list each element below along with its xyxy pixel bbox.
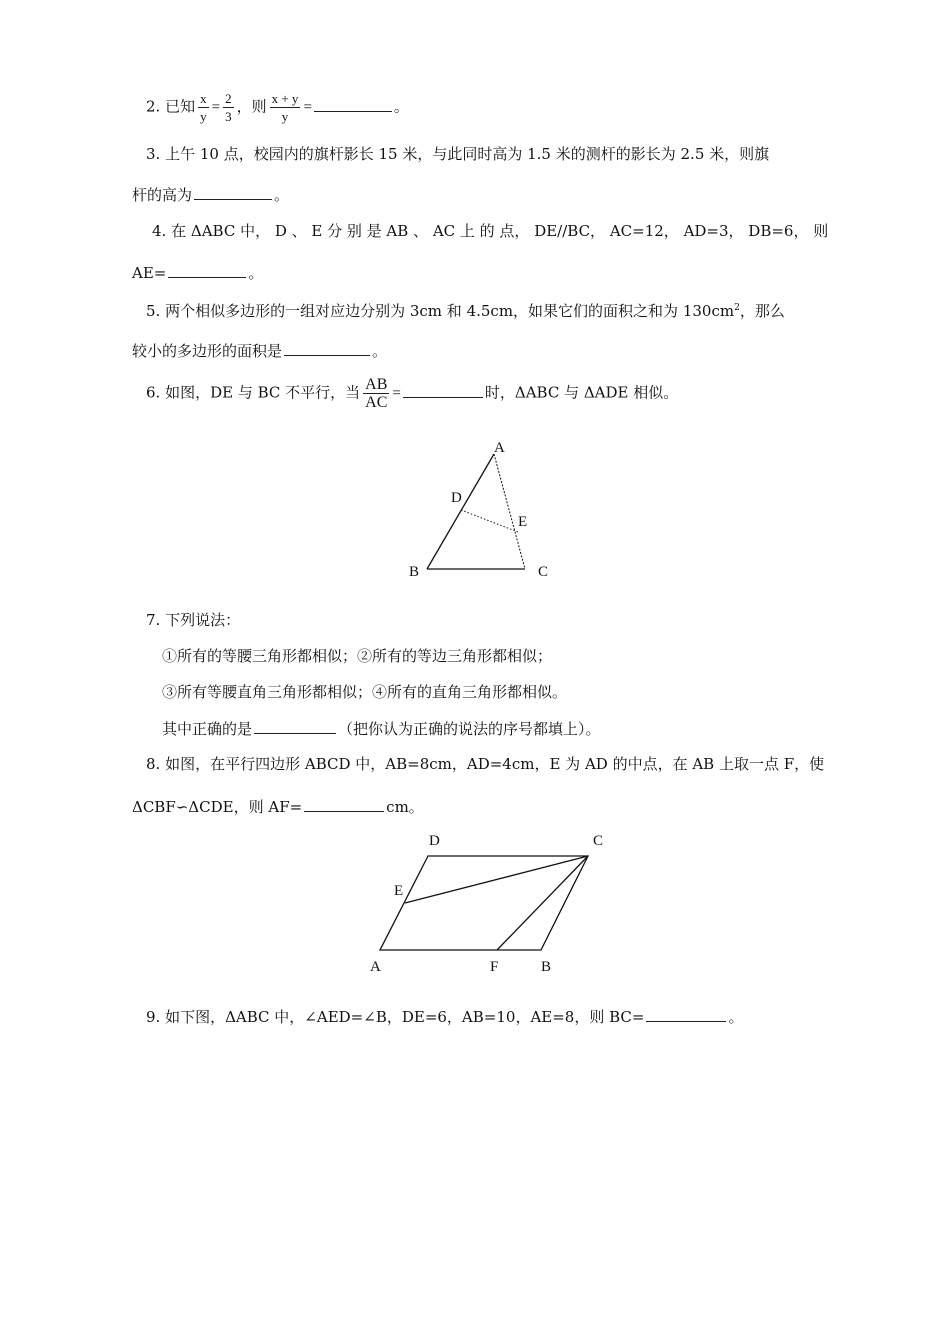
question-text: 已知 (165, 97, 196, 116)
question-text: 如图，在平行四边形 ABCD 中，AB=8cm，AD=4cm，E 为 AD 的中点，在 AB 上取一点 F，使 (165, 755, 825, 773)
question-text: ，则 (236, 97, 267, 116)
question-4-line-2: AE= 。 (132, 264, 264, 282)
question-text: 上午 10 点，校园内的旗杆影长 15 米，与此同时高为 1.5 米的测杆的影长为 2.5 米，则旗 (165, 145, 770, 163)
label-d: D (451, 490, 462, 506)
fraction-2-over-3: $\frac{2}{3}$ (225, 91, 232, 124)
question-5-line-2: 较小的多边形的面积是 。 (132, 342, 388, 360)
side-ac (494, 454, 528, 569)
answer-blank[interactable] (254, 718, 336, 734)
label-a: A (370, 959, 381, 975)
question-3-line-1 (146, 144, 769, 164)
answer-blank[interactable] (168, 262, 246, 278)
question-number: 8. (146, 755, 161, 773)
side-ab (427, 454, 494, 569)
question-number: 9. (146, 1008, 161, 1026)
question-3-line-2: 杆的高为 。 (132, 186, 290, 204)
question-number: 7. (146, 611, 161, 629)
question-text: 如下图，ΔABC 中，∠AED=∠B，DE=6，AB=10，AE=8，则 BC= (165, 1008, 645, 1026)
question-4-line-1 (152, 221, 828, 241)
question-7-line-3: ③所有等腰直角三角形都相似；④所有的直角三角形都相似。 (162, 683, 568, 701)
question-number: 3. (146, 145, 161, 163)
label-f: F (490, 959, 499, 975)
segment-fc (497, 856, 588, 950)
answer-blank[interactable] (403, 382, 483, 398)
parallelogram-figure (360, 828, 630, 978)
question-7-line-1 (146, 610, 240, 630)
label-a: A (494, 440, 505, 456)
label-d: D (429, 833, 440, 849)
question-text: 如图，DE 与 BC 不平行，当 (165, 383, 361, 402)
fraction-x-over-y: $\frac{x}{y}$ (200, 91, 207, 124)
fraction-x-plus-y-over-y: $\frac{x + y}{y}$ (271, 91, 299, 124)
fraction-ab-over-ac: $\frac{AB}{AC}$ (365, 376, 388, 411)
question-6: 6. 如图，DE 与 BC 不平行，当 $\frac{AB}{AC}$ = 时，ΔABC 与 ΔADE 相似。 (146, 376, 679, 411)
answer-blank[interactable] (194, 184, 272, 200)
answer-blank[interactable] (314, 96, 392, 112)
question-8-line-1 (146, 754, 824, 774)
question-number: 4. (152, 222, 167, 240)
answer-blank[interactable] (284, 340, 370, 356)
label-c: C (538, 564, 549, 580)
label-b: B (409, 564, 420, 580)
question-text: 两个相似多边形的一组对应边分别为 3cm 和 4.5cm，如果它们的面积之和为 130cm (165, 302, 735, 320)
label-c: C (593, 833, 604, 849)
label-b: B (541, 959, 552, 975)
question-2: 2. 已知 $\frac{x}{y}$ = $\frac{2}{3}$ ，则 $\frac{x + y}{y}$ = 。 (146, 91, 409, 124)
question-7-line-4: 其中正确的是 （把你认为正确的说法的序号都填上）。 (162, 720, 601, 738)
segment-de (461, 510, 518, 532)
question-9: 9. 如下图，ΔABC 中，∠AED=∠B，DE=6，AB=10，AE=8，则 BC= 。 (146, 1008, 744, 1026)
question-5-line-1: 5. 两个相似多边形的一组对应边分别为 3cm 和 4.5cm，如果它们的面积之和为 $130cm^2$，那么 (146, 302, 785, 320)
answer-blank[interactable] (646, 1006, 726, 1022)
question-text: 在 ΔABC 中， D 、 E 分 别 是 AB 、 AC 上 的 点， DE//BC， AC=12， AD=3， DB=6， 则 (171, 222, 829, 240)
segment-ec (405, 856, 588, 903)
parallelogram-abcd (380, 856, 588, 950)
question-number: 2. (146, 97, 161, 116)
question-8-line-2: ΔCBF∽ΔCDE，则 AF= cm。 (132, 798, 424, 816)
triangle-figure (395, 432, 595, 592)
label-e: E (518, 514, 528, 530)
question-text: 下列说法： (165, 611, 241, 629)
label-e: E (394, 883, 404, 899)
answer-blank[interactable] (304, 796, 384, 812)
question-number: 5. (146, 302, 161, 320)
question-7-line-2: ①所有的等腰三角形都相似；②所有的等边三角形都相似； (162, 647, 553, 665)
question-number: 6. (146, 383, 161, 402)
